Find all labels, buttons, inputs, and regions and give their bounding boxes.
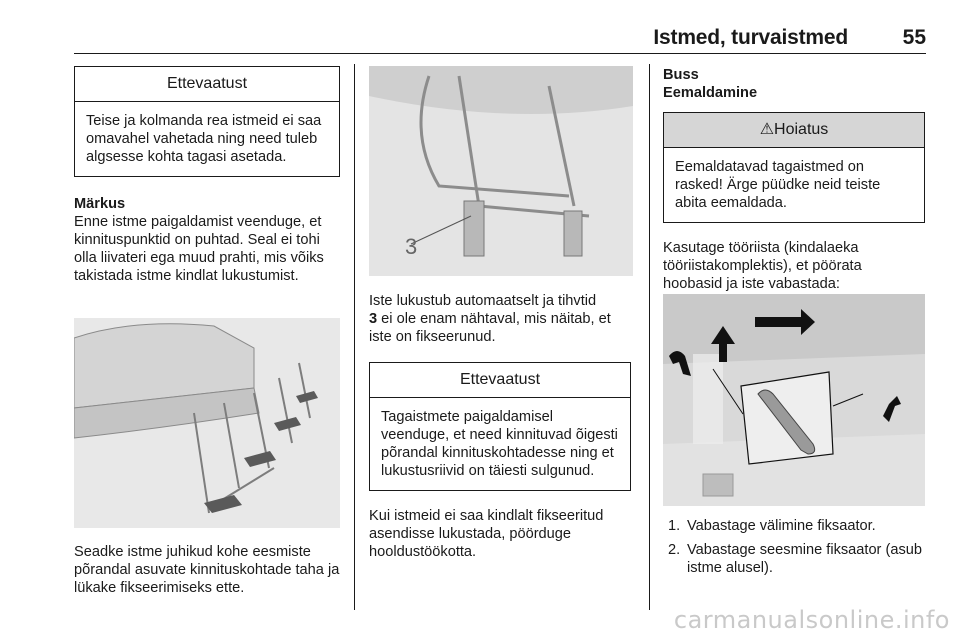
step-text: Vabastage seesmine fiksaator (asub istme alusel). [687, 542, 922, 576]
warning-heading [664, 113, 924, 148]
page-number: 55 [902, 26, 926, 49]
caution-heading-2: Ettevaatust [370, 363, 630, 398]
column-2 [369, 292, 635, 561]
seat-lock-pin-illustration [369, 66, 633, 276]
list-item [663, 517, 925, 535]
step-text: Vabastage välimine fiksaator. [687, 518, 876, 534]
release-lever-illustration [663, 294, 925, 506]
warning-heading-text: Hoiatus [774, 121, 829, 138]
note-body: Enne istme paigaldamist veenduge, et kinnituspunktid on puhtad. Seal ei tohi olla liivateri ega muud prahti, mis võiks takistada istme kindlat lukustumist. [74, 214, 324, 284]
caution-box-2 [369, 362, 631, 491]
caution-body: Teise ja kolmanda rea istmeid ei saa omavahel vahetada ning need tuleb algsesse kohta tagasi asetada. [86, 113, 322, 165]
callout-label-3: 3 [405, 234, 418, 259]
step-number: 2. [668, 542, 681, 558]
installation-paragraph: Seadke istme juhikud kohe eesmiste põrandal asuvate kinnituskohtade taha ja lükake fikseerimiseks ette. [74, 544, 340, 596]
locking-paragraph-end: ei ole enam nähtaval, mis näitab, et iste on fikseerunud. [369, 311, 611, 345]
caution-body-2: Tagaistmete paigaldamisel veenduge, et need kinnituvad õigesti põrandal kinnituskohtadesse ning et lukustusriivid on täiesti sulgunud. [381, 409, 618, 479]
locking-paragraph [369, 292, 635, 346]
callout-reference: 3 [369, 311, 378, 327]
page-header-title: Istmed, turvaistmed [653, 26, 848, 49]
watermark: carmanualsonline.info [673, 606, 950, 634]
list-item [663, 541, 925, 577]
step-number: 1. [668, 518, 681, 534]
warning-body: Eemaldatavad tagaistmed on rasked! Ärge püüdke neid teiste abita eemaldada. [675, 159, 881, 211]
caution-heading: Ettevaatust [75, 67, 339, 102]
locking-paragraph-start: Iste lukustub automaatselt ja tihvtid [369, 293, 597, 309]
warning-triangle-icon: ⚠ [759, 121, 775, 138]
header-divider [74, 53, 926, 54]
service-paragraph: Kui istmeid ei saa kindlalt fikseeritud asendisse lukustada, pöörduge hooldustöökotta. [369, 508, 604, 560]
steps-block [663, 517, 925, 583]
caution-box [74, 66, 340, 177]
column-divider-2 [649, 64, 650, 610]
warning-box [663, 112, 925, 223]
column-divider-1 [354, 64, 355, 610]
column-1-bottom [74, 543, 340, 597]
removal-paragraph: Kasutage tööriista (kindalaeka tööriistakomplektis), et pöörata hoobasid ja iste vabastada: [663, 240, 862, 292]
column-3 [663, 66, 925, 293]
note-block [74, 195, 340, 285]
seat-rails-illustration [74, 318, 340, 528]
section-title: Buss [663, 67, 699, 83]
column-1 [74, 66, 340, 285]
steps-list [663, 517, 925, 577]
subsection-title: Eemaldamine [663, 85, 758, 101]
note-title: Märkus [74, 196, 126, 212]
